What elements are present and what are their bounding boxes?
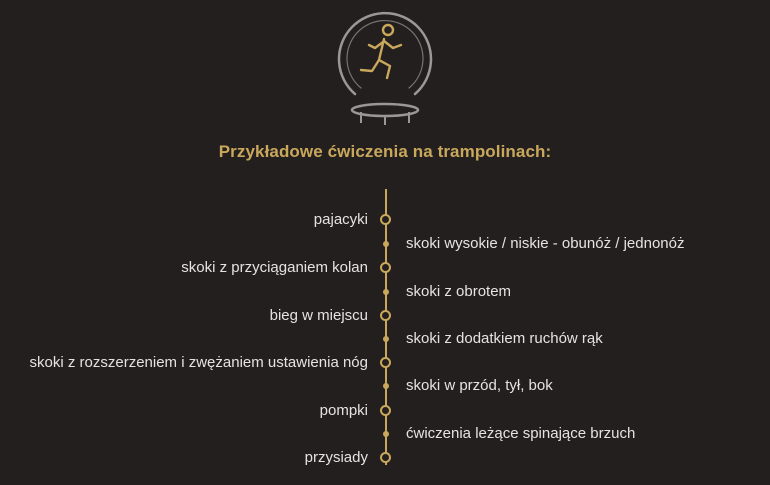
exercise-left: pompki [319, 402, 368, 419]
exercise-right: ćwiczenia leżące spinające brzuch [406, 425, 636, 442]
exercise-left: skoki z rozszerzeniem i zwężaniem ustawienia nóg [29, 354, 368, 371]
timeline-node [380, 262, 391, 273]
timeline-node [380, 405, 391, 416]
timeline-dot [383, 431, 389, 437]
exercise-right: skoki z dodatkiem ruchów rąk [406, 330, 603, 347]
exercise-left: pajacyki [313, 211, 368, 228]
exercise-right: skoki z obrotem [406, 283, 512, 300]
timeline-dot [383, 289, 389, 295]
timeline-node [380, 310, 391, 321]
timeline-dot [383, 336, 389, 342]
timeline-dot [383, 241, 389, 247]
exercise-left: skoki z przyciąganiem kolan [181, 259, 368, 276]
exercise-left: bieg w miejscu [269, 307, 368, 324]
trampoline-runner-icon [331, 8, 439, 132]
timeline-dot [383, 383, 389, 389]
section-title: Przykładowe ćwiczenia na trampolinach: [218, 142, 552, 161]
exercise-left: przysiady [304, 449, 368, 466]
timeline-node [380, 452, 391, 463]
timeline-node [380, 357, 391, 368]
timeline-line [385, 189, 387, 465]
timeline-node [380, 214, 391, 225]
exercise-right: skoki wysokie / niskie - obunóż / jednonóż [406, 235, 685, 252]
exercise-right: skoki w przód, tył, bok [406, 377, 553, 394]
